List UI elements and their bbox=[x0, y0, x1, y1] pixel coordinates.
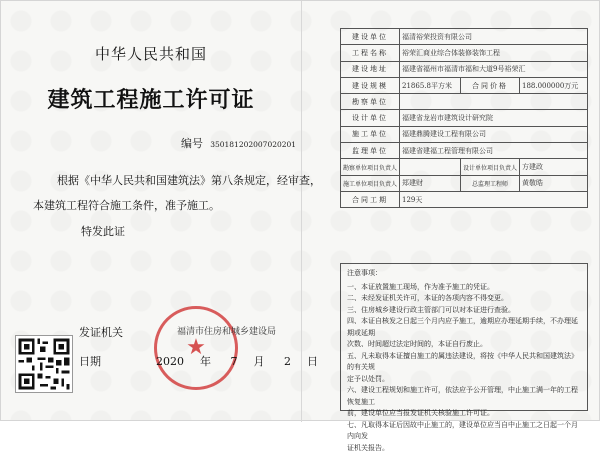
info-value: 福清裕荣投资有限公司 bbox=[400, 29, 588, 45]
info-key: 建设单位 bbox=[341, 29, 400, 45]
info-key: 合同工期 bbox=[341, 191, 400, 207]
date-year: 2020 bbox=[156, 355, 184, 368]
info-row bbox=[341, 110, 588, 126]
info-value: 裕荣汇商业综合体装修装饰工程 bbox=[400, 45, 588, 61]
info-value: 黄敬晧 bbox=[519, 175, 587, 191]
info-row bbox=[341, 29, 588, 45]
issuer-label: 发证机关 bbox=[79, 324, 123, 340]
left-page bbox=[1, 1, 301, 422]
date-label: 日期 bbox=[79, 353, 101, 369]
info-value: 郑建财 bbox=[400, 175, 461, 191]
info-row bbox=[341, 191, 588, 207]
info-value: 188.000000万元 bbox=[519, 77, 587, 93]
info-key: 设计单位 bbox=[341, 110, 400, 126]
info-key: 建设规模 bbox=[341, 77, 400, 93]
info-value: 福建省龙岩市建筑设计研究院 bbox=[400, 110, 588, 126]
info-value: 方建政 bbox=[519, 159, 587, 175]
note-line: 六、建设工程规划和施工许可，依法应予公开管理，中止施工满一年的工程恢复施工 bbox=[347, 385, 581, 408]
project-info-table bbox=[340, 28, 588, 208]
info-row bbox=[341, 77, 588, 93]
info-key: 合同价格 bbox=[460, 77, 519, 93]
info-key: 工程名称 bbox=[341, 45, 400, 61]
info-value: 福建鼎腾建设工程有限公司 bbox=[400, 126, 588, 142]
info-row bbox=[341, 175, 588, 191]
country-title: 中华人民共和国 bbox=[1, 43, 301, 64]
body-line-3: 特发此证 bbox=[81, 223, 125, 239]
permit-number-value: 350181202007020201 bbox=[210, 140, 296, 149]
note-line: 证机关报告。 bbox=[347, 443, 581, 454]
date-day: 2 bbox=[284, 355, 291, 368]
info-value bbox=[400, 94, 588, 110]
note-line: 三、住房城乡建设行政主管部门可以对本证进行查验。 bbox=[347, 305, 581, 317]
permit-number-label: 编号 bbox=[181, 137, 203, 150]
note-line: 四、本证自核发之日起三个月内应予施工，逾期应办理延期手续，不办理延期或延期 bbox=[347, 316, 581, 339]
info-value: 21865.8平方米 bbox=[400, 77, 461, 93]
info-row bbox=[341, 61, 588, 77]
info-row bbox=[341, 45, 588, 61]
info-value: 福建省福州市福清市福和大道9号裕荣汇 bbox=[400, 61, 588, 77]
date-day-unit: 日 bbox=[307, 355, 318, 368]
info-value bbox=[400, 159, 461, 175]
note-line: 前，建设单位应当报发证机关核验施工许可证。 bbox=[347, 408, 581, 420]
info-key: 建设地址 bbox=[341, 61, 400, 77]
qr-code[interactable] bbox=[15, 335, 73, 393]
note-line: 二、未经发证机关许可，本证的各项内容不得变更。 bbox=[347, 293, 581, 305]
date-year-unit: 年 bbox=[200, 355, 211, 368]
info-key: 设计单位项目负责人 bbox=[460, 159, 519, 175]
info-key: 施工单位 bbox=[341, 126, 400, 142]
info-key: 总监理工程师 bbox=[460, 175, 519, 191]
info-row bbox=[341, 94, 588, 110]
note-line: 次数、时间超过法定时间的，本证自行废止。 bbox=[347, 339, 581, 351]
note-line: 定予以处罚。 bbox=[347, 374, 581, 386]
info-row bbox=[341, 126, 588, 142]
info-key: 勘察单位项目负责人 bbox=[341, 159, 400, 175]
info-value: 福建省建福工程管理有限公司 bbox=[400, 143, 588, 159]
issuer-name: 福清市住房和城乡建设局 bbox=[177, 324, 276, 337]
info-key: 勘察单位 bbox=[341, 94, 400, 110]
date-month: 7 bbox=[231, 355, 238, 368]
note-line: 五、凡未取得本证擅自施工的属违法建设，将按《中华人民共和国建筑法》的有关规 bbox=[347, 351, 581, 374]
info-row bbox=[341, 159, 588, 175]
info-value: 129天 bbox=[400, 191, 588, 207]
info-key: 施工单位项目负责人 bbox=[341, 175, 400, 191]
notes-box bbox=[340, 263, 588, 411]
right-page bbox=[303, 1, 600, 422]
body-line-1: 根据《中华人民共和国建筑法》第八条规定，经审查， bbox=[57, 172, 321, 188]
body-line-2: 本建筑工程符合施工条件，准予施工。 bbox=[33, 197, 220, 213]
permit-number bbox=[181, 135, 296, 151]
notes-title: 注意事项： bbox=[347, 268, 581, 280]
seal-star-icon: ★ bbox=[157, 335, 235, 360]
note-line: 七、凡取得本证后因故中止施工的，建设单位应当自中止施工之日起一个月内向发 bbox=[347, 420, 581, 443]
date-month-unit: 月 bbox=[254, 355, 265, 368]
permit-title: 建筑工程施工许可证 bbox=[1, 83, 301, 114]
info-key: 监理单位 bbox=[341, 143, 400, 159]
note-line: 一、本证放置施工现场，作为准予施工的凭证。 bbox=[347, 282, 581, 294]
info-row bbox=[341, 143, 588, 159]
official-seal bbox=[154, 306, 238, 390]
